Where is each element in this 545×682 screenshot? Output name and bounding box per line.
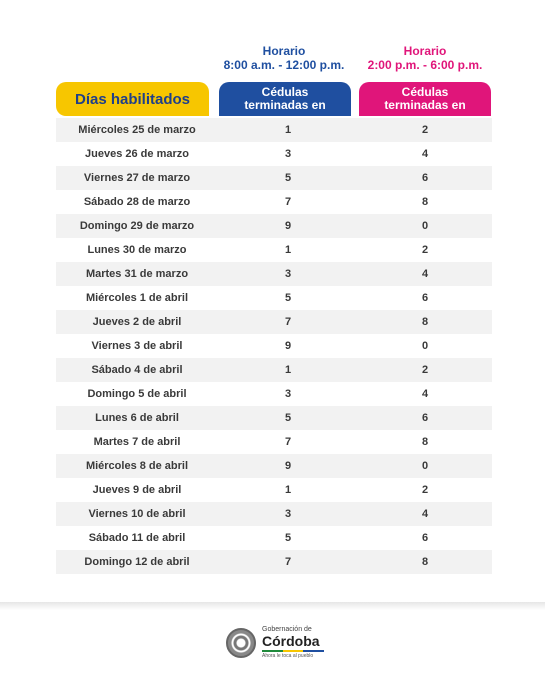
table-row bbox=[56, 454, 492, 478]
morning-digit-cell: 3 bbox=[284, 508, 292, 520]
morning-digit-cell: 1 bbox=[284, 244, 292, 256]
afternoon-digit-cell: 2 bbox=[421, 364, 429, 376]
table-row bbox=[56, 478, 492, 502]
day-cell: Sábado 11 de abril bbox=[88, 532, 186, 544]
afternoon-digit-cell: 8 bbox=[421, 196, 429, 208]
day-cell: Sábado 4 de abril bbox=[91, 364, 183, 376]
schedule-morning-header bbox=[219, 44, 349, 72]
morning-digit-cell: 1 bbox=[284, 364, 292, 376]
afternoon-digit-cell: 6 bbox=[421, 412, 429, 424]
day-cell: Lunes 6 de abril bbox=[95, 412, 179, 424]
logo-line-2: Córdoba bbox=[262, 633, 320, 649]
days-column-label: Días habilitados bbox=[74, 90, 191, 108]
gobernacion-logo bbox=[226, 626, 324, 659]
table-row bbox=[56, 118, 492, 142]
day-cell: Jueves 9 de abril bbox=[92, 484, 182, 496]
day-cell: Miércoles 8 de abril bbox=[85, 460, 189, 472]
day-cell: Jueves 2 de abril bbox=[92, 316, 182, 328]
day-cell: Sábado 28 de marzo bbox=[83, 196, 191, 208]
afternoon-column-label-1: Cédulas bbox=[401, 85, 449, 99]
morning-digit-cell: 9 bbox=[284, 220, 292, 232]
morning-digit-cell: 5 bbox=[284, 412, 292, 424]
schedule-afternoon-header bbox=[360, 44, 490, 72]
schedule-morning-title: Horario bbox=[262, 44, 306, 58]
table-row bbox=[56, 526, 492, 550]
morning-digit-cell: 5 bbox=[284, 532, 292, 544]
table-row bbox=[56, 142, 492, 166]
table-row bbox=[56, 214, 492, 238]
table-row bbox=[56, 238, 492, 262]
table-row bbox=[56, 286, 492, 310]
schedule-morning-time: 8:00 a.m. - 12:00 p.m. bbox=[223, 58, 345, 72]
morning-digit-cell: 3 bbox=[284, 268, 292, 280]
afternoon-digit-cell: 4 bbox=[421, 268, 429, 280]
afternoon-column-label-2: terminadas en bbox=[384, 98, 466, 112]
morning-digit-cell: 9 bbox=[284, 340, 292, 352]
table-row bbox=[56, 382, 492, 406]
table-row bbox=[56, 502, 492, 526]
day-cell: Domingo 12 de abril bbox=[84, 556, 190, 568]
afternoon-digit-cell: 8 bbox=[421, 436, 429, 448]
afternoon-digit-cell: 4 bbox=[421, 388, 429, 400]
day-cell: Miércoles 1 de abril bbox=[85, 292, 189, 304]
day-cell: Martes 31 de marzo bbox=[85, 268, 189, 280]
schedule-afternoon-time: 2:00 p.m. - 6:00 p.m. bbox=[367, 58, 483, 72]
morning-digit-cell: 7 bbox=[284, 316, 292, 328]
afternoon-digit-cell: 0 bbox=[421, 220, 429, 232]
days-column-header bbox=[56, 82, 209, 116]
coat-of-arms-icon bbox=[226, 628, 256, 658]
day-cell: Domingo 5 de abril bbox=[87, 388, 187, 400]
afternoon-column-header bbox=[359, 82, 491, 116]
day-cell: Jueves 26 de marzo bbox=[85, 148, 189, 160]
table-row bbox=[56, 430, 492, 454]
morning-digit-cell: 9 bbox=[284, 460, 292, 472]
morning-column-label-1: Cédulas bbox=[261, 85, 309, 99]
table-row bbox=[56, 550, 492, 574]
afternoon-digit-cell: 6 bbox=[421, 532, 429, 544]
morning-digit-cell: 1 bbox=[284, 484, 292, 496]
day-cell: Viernes 3 de abril bbox=[91, 340, 183, 352]
afternoon-digit-cell: 2 bbox=[421, 484, 429, 496]
table-row bbox=[56, 358, 492, 382]
day-cell: Lunes 30 de marzo bbox=[87, 244, 187, 256]
morning-digit-cell: 5 bbox=[284, 172, 292, 184]
afternoon-digit-cell: 0 bbox=[421, 340, 429, 352]
table-row bbox=[56, 406, 492, 430]
schedule-afternoon-title: Horario bbox=[403, 44, 447, 58]
table-row bbox=[56, 166, 492, 190]
table-row bbox=[56, 262, 492, 286]
morning-digit-cell: 1 bbox=[284, 124, 292, 136]
afternoon-digit-cell: 2 bbox=[421, 124, 429, 136]
table-row bbox=[56, 310, 492, 334]
table-row bbox=[56, 190, 492, 214]
afternoon-digit-cell: 2 bbox=[421, 244, 429, 256]
afternoon-digit-cell: 0 bbox=[421, 460, 429, 472]
logo-color-stripe bbox=[262, 650, 324, 652]
afternoon-digit-cell: 8 bbox=[421, 556, 429, 568]
logo-line-1: Gobernación de bbox=[262, 626, 312, 633]
morning-digit-cell: 7 bbox=[284, 196, 292, 208]
morning-digit-cell: 5 bbox=[284, 292, 292, 304]
morning-digit-cell: 7 bbox=[284, 436, 292, 448]
logo-slogan: Ahora le toca al pueblo bbox=[262, 653, 314, 659]
morning-column-header bbox=[219, 82, 351, 116]
day-cell: Viernes 10 de abril bbox=[88, 508, 186, 520]
afternoon-digit-cell: 4 bbox=[421, 148, 429, 160]
afternoon-digit-cell: 6 bbox=[421, 292, 429, 304]
afternoon-digit-cell: 8 bbox=[421, 316, 429, 328]
morning-column-label-2: terminadas en bbox=[244, 98, 326, 112]
footer-divider bbox=[0, 602, 545, 610]
day-cell: Viernes 27 de marzo bbox=[83, 172, 191, 184]
day-cell: Miércoles 25 de marzo bbox=[78, 124, 196, 136]
morning-digit-cell: 7 bbox=[284, 556, 292, 568]
afternoon-digit-cell: 4 bbox=[421, 508, 429, 520]
table-row bbox=[56, 334, 492, 358]
morning-digit-cell: 3 bbox=[284, 388, 292, 400]
afternoon-digit-cell: 6 bbox=[421, 172, 429, 184]
schedule-table bbox=[56, 118, 492, 574]
day-cell: Domingo 29 de marzo bbox=[79, 220, 195, 232]
day-cell: Martes 7 de abril bbox=[93, 436, 181, 448]
morning-digit-cell: 3 bbox=[284, 148, 292, 160]
